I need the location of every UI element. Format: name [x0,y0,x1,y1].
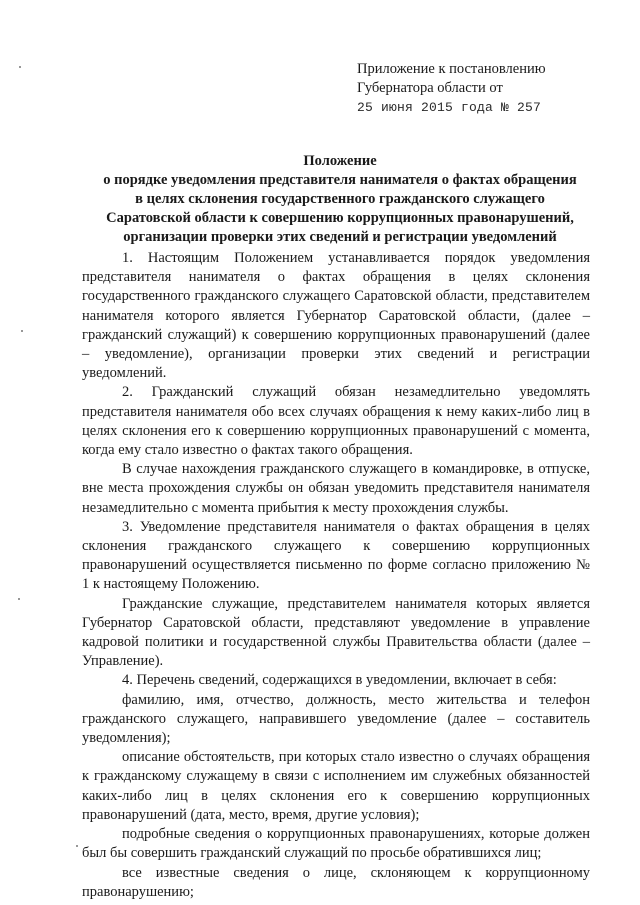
paragraph-4: 4. Перечень сведений, содержащихся в уведомлении, включает в себя: [122,672,557,689]
document-title [70,152,610,247]
scan-speck [19,66,21,68]
scan-speck [21,330,23,332]
list-item-offense-details: подробные сведения о коррупционных правонарушениях, которые должен был бы совершить гражданский служащий по просьбе обратившихся лиц; [82,826,590,862]
paragraph-3-continued: Гражданские служащие, представителем нанимателя которых является Губернатор Саратовской области, представляют уведомление в управление кадровой политики и государственной службы Правительства области (далее – Управление). [82,595,590,670]
list-item-person-info: все известные сведения о лице, склоняющем к коррупционному правонарушению; [82,864,590,900]
appendix-date: 25 июня 2015 года № 257 [357,100,542,115]
appendix-note [357,60,607,117]
appendix-line-1: Приложение к постановлению [357,61,546,77]
paragraph-1: 1. Настоящим Положением устанавливается порядок уведомления представителя нанимателя о фактах обращения в целях склонения государственного гражданского служащего Саратовской области, представителем нанимателя которого является Губернатор Саратовской области, (далее – гражданский служащий) к совершению коррупционных правонарушений (далее – уведомление), организации проверки этих сведений и регистрации уведомлений. [82,250,590,382]
scan-speck [76,845,78,847]
document-body [82,249,590,902]
title-line-1: о порядке уведомления представителя нанимателя о фактах обращения [103,172,577,188]
title-line-2: в целях склонения государственного гражданского служащего [135,191,545,207]
paragraph-2-continued: В случае нахождения гражданского служащего в командировке, в отпуске, вне места прохождения службы он обязан уведомить представителя нанимателя незамедлительно с момента прибытия к месту прохождения службы. [82,461,590,516]
paragraph-2: 2. Гражданский служащий обязан незамедлительно уведомлять представителя нанимателя обо всех случаях обращения к нему каких-либо лиц в целях склонения его к совершению коррупционных правонарушений с момента, когда ему стало известно о фактах такого обращения. [82,384,590,459]
list-item-circumstances: описание обстоятельств, при которых стало известно о случаях обращения к гражданскому служащему в связи с исполнением им служебных обязанностей каких-либо лиц в целях склонения его к совершению коррупционных правонарушений (дата, место, время, другие условия); [82,749,590,823]
title-heading: Положение [303,153,377,169]
title-line-4: организации проверки этих сведений и регистрации уведомлений [123,229,557,245]
title-line-3: Саратовской области к совершению коррупционных правонарушений, [106,210,574,226]
appendix-line-2: Губернатора области от [357,80,503,96]
list-item-name: фамилию, имя, отчество, должность, место жительства и телефон гражданского служащего, направившего уведомление (далее – составитель уведомления); [82,691,590,747]
paragraph-3: 3. Уведомление представителя нанимателя о фактах обращения в целях склонения гражданского служащего к совершению коррупционных правонарушений осуществляется письменно по форме согласно приложению № 1 к настоящему Положению. [82,518,590,593]
scan-speck [18,598,20,600]
